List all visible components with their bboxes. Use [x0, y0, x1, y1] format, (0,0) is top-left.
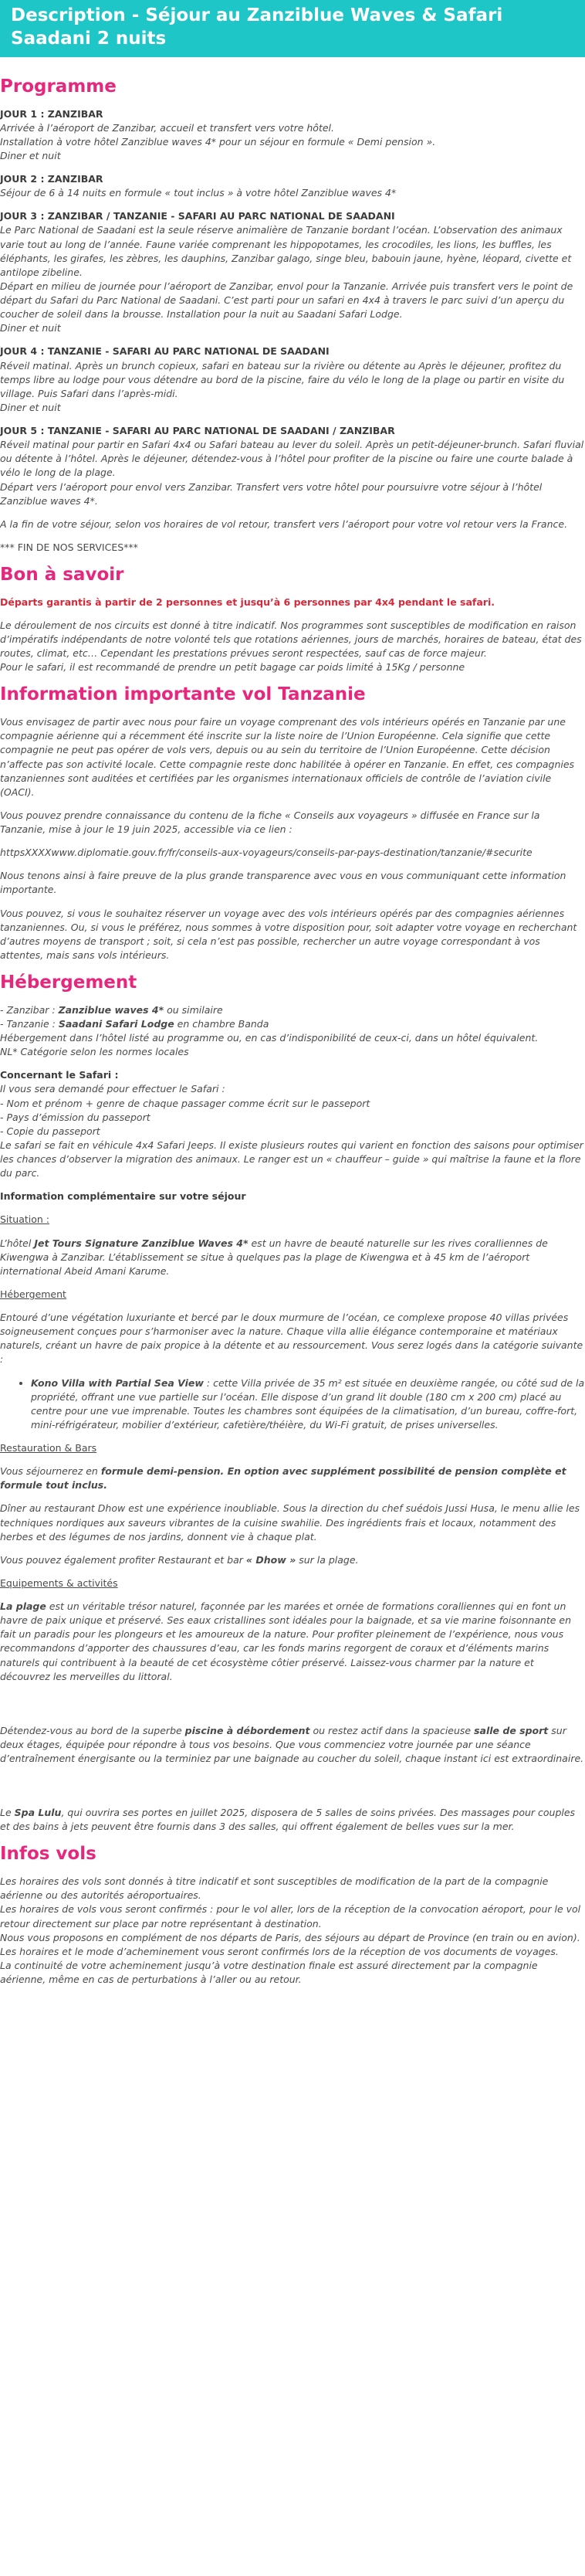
- programme-section: [0, 76, 585, 555]
- equip-title: Equipements & activités: [0, 1576, 118, 1589]
- day-3-line-3: Diner et nuit: [0, 322, 61, 334]
- safari-line-5: Le safari se fait en véhicule 4x4 Safari Jeeps. Il existe plusieurs routes qui varient en fonction des saisons pour optimiser les chances d’observer la migration des animaux. Le ranger est un « chauffeur – guide » qui maîtrise la faune et la flore du parc.: [0, 1139, 583, 1179]
- info-title: Information importante vol Tanzanie: [0, 684, 366, 705]
- hotels-list: [0, 1003, 585, 1060]
- vols-line-3: Nous vous proposons en complément de nos départs de Paris, des séjours au départ de Province (en train ou en avion).: [0, 1931, 580, 1943]
- info-paragraph-4: Nous tenons ainsi à faire preuve de la plus grande transparence avec vous en vous communiquant cette information importante.: [0, 870, 566, 896]
- day-2: [0, 172, 585, 200]
- programme-end: *** FIN DE NOS SERVICES***: [0, 541, 138, 553]
- resto-pref-suffix: sur la plage.: [296, 1553, 359, 1566]
- day-1-line-2: Installation à votre hôtel Zanziblue waves 4* pour un séjour en formule « Demi pension ».: [0, 135, 436, 148]
- villa-text: : cette Villa privée de 35 m² est située en deuxième rangée, ou côté sud de la propriété, offrant une vue partielle sur l’océan. Elle dispose d’un grand lit double (180 cm x 200 cm) placé au centre pour une vue imprenable. Toutes les chambres sont équipées de la climatisation, d’un bureau, coffre-fort, mini-réfrigérateur, mobilier d’extérieur, cafetière/théière, du Wi-Fi gratuit, de prises universelles.: [31, 1376, 585, 1431]
- day-5-title: JOUR 5 : TANZANIE - SAFARI AU PARC NATIONAL DE SAADANI / ZANZIBAR: [0, 425, 395, 437]
- day-1-line-3: Diner et nuit: [0, 149, 61, 161]
- info-paragraph-1: Vous envisagez de partir avec nous pour faire un voyage comprenant des vols intérieurs opérés en Tanzanie par une compagnie aérienne qui a récemment été inscrite sur la liste noire de l’Union Européenne. Cela signifie que cette compagnie ne peut pas opérer de vols vers, depuis ou au sein du territoire de l’Union Européenne. Cette décision n’affecte pas son activité locale. Cette compagnie reste donc habilitée à opérer en Tanzanie. En effet, ces compagnies tanzaniennes sont auditées et certifiées par les organismes internationaux officiels de contrôle de l’aviation civile (OACI).: [0, 716, 575, 798]
- pool-prefix: Détendez-vous au bord de la superbe: [0, 1724, 185, 1736]
- pool-bold-2: salle de sport: [474, 1724, 549, 1736]
- pool-text: [0, 1724, 585, 1766]
- day-2-line-1: Séjour de 6 à 14 nuits en formule « tout inclus » à votre hôtel Zanziblue waves 4*: [0, 187, 397, 199]
- tanzanie-suffix: en chambre Banda: [174, 1017, 269, 1030]
- resto-pref-prefix: Vous pouvez également profiter Restaurant et bar: [0, 1553, 246, 1566]
- complementary-title: Information complémentaire sur votre séjour: [0, 1190, 246, 1203]
- day-1-line-1: Arrivée à l’aéroport de Zanzibar, accueil et transfert vers votre hôtel.: [0, 121, 334, 134]
- situation-hotel: Jet Tours Signature Zanziblue Waves 4*: [34, 1237, 249, 1249]
- info-section: [0, 684, 585, 962]
- spa-prefix: Le: [0, 1807, 15, 1819]
- day-5-line-1: Réveil matinal pour partir en Safari 4x4 ou Safari bateau au lever du soleil. Après un petit-déjeuner-brunch. Safari fluvial ou détente à l’hôtel. Après le déjeuner, détendez-vous à l’hôtel pour profiter de la piscine ou faire une courte balade à vélo le long de la plage.: [0, 439, 584, 479]
- bon-line-2: Pour le safari, il est recommandé de prendre un petit bagage car poids limité à 15Kg / personne: [0, 661, 465, 674]
- equip-text: [0, 1600, 585, 1684]
- heb-subtitle: Hébergement: [0, 1288, 66, 1300]
- bon-section: [0, 564, 585, 674]
- day-3-line-2: Départ en milieu de journée pour l’aéroport de Zanzibar, envol pour la Tanzanie. Arrivée puis transfert vers le point de départ du Safari du Parc National de Saadani. C’est parti pour un safari en 4x4 à travers le parc suivi d’un aperçu du coucher de soleil dans la brousse. Installation pour la nuit au Saadani Safari Lodge.: [0, 280, 573, 321]
- safari-line-4: - Copie du passeport: [0, 1125, 100, 1137]
- day-4-title: JOUR 4 : TANZANIE - SAFARI AU PARC NATIONAL DE SAADANI: [0, 345, 330, 358]
- bon-warning: Départs garantis à partir de 2 personnes et jusqu’à 6 personnes par 4x4 pendant le safari.: [0, 596, 495, 608]
- resto-pref: [0, 1553, 585, 1567]
- zanzibar-hotel: Zanziblue waves 4*: [58, 1003, 164, 1016]
- spa-bold: Spa Lulu: [14, 1807, 62, 1819]
- bon-title: Bon à savoir: [0, 565, 124, 585]
- day-5-line-2: Départ vers l’aéroport pour envol vers Zanzibar. Transfert vers votre hôtel pour poursuivre votre séjour à l’hôtel Zanziblue waves 4*.: [0, 480, 543, 507]
- pool-suffix: sur deux étages, équipée pour répondre à tous vos besoins. Que vous commenciez votre journée par une séance d’entraînement énergisante ou la terminiez par une baignade au coucher du soleil, chaque instant ici est extraordinaire.: [0, 1724, 584, 1765]
- day-2-title: JOUR 2 : ZANZIBAR: [0, 173, 103, 185]
- tanzanie-hotel: Saadani Safari Lodge: [58, 1017, 174, 1030]
- situation-body: est un havre de beauté naturelle sur les rives coralliennes de Kiwengwa à Zanzibar. L’établissement se situe à quelques pas la plage de Kiwengwa et à 45 km de l’aéroport international Abeid Amani Karume.: [0, 1237, 548, 1277]
- page-banner: Description - Séjour au Zanziblue Waves & Safari Saadani 2 nuits: [0, 0, 585, 57]
- spa-text: [0, 1806, 585, 1834]
- programme-title: Programme: [0, 76, 117, 97]
- tanzanie-prefix: - Tanzanie :: [0, 1017, 59, 1030]
- zanzibar-suffix: ou similaire: [164, 1003, 223, 1016]
- info-paragraph-5: Vous pouvez, si vous le souhaitez réserver un voyage avec des vols intérieurs opérés par des compagnies aériennes tanzaniennes. Ou, si vous le préférez, nous sommes à votre disposition pour, soit adapter votre voyage en recherchant d’autres moyens de transport ; soit, si cela n’est pas possible, rechercher un autre voyage correspondant à vos attentes, mais sans vols intérieurs.: [0, 907, 577, 961]
- bon-text: [0, 619, 585, 675]
- equip-body: est un véritable trésor naturel, façonnée par les marées et ornée de formations coralliennes qui en font un havre de paix unique et préservé. Ses eaux cristallines sont idéales pour la baignade, et sa vie marine foisonnante en fait un paradis pour les plongeurs et les amoureux de la nature. Pour profiter pleinement de l’expérience, nous vous recommandons d’apporter des chaussures d’eau, car les fonds marins regorgent de coraux et d’éléments marins naturels qui contribuent à la beauté de cet écosystème côtier préservé. Laissez-vous charmer par la nature et découvrez les merveilles du littoral.: [0, 1600, 572, 1682]
- vols-line-1: Les horaires des vols sont donnés à titre indicatif et sont susceptibles de modification de la part de la compagnie aérienne ou des autorités aéroportuaires.: [0, 1875, 549, 1902]
- heb-text: Entouré d’une végétation luxuriante et bercé par le doux murmure de l’océan, ce complexe propose 40 villas privées soigneusement conçues pour s’harmoniser avec la nature. Chaque villa allie élégance contemporaine et matériaux naturels, créant un havre de paix propice à la détente et au ressourcement. Vous serez logés dans la catégorie suivante :: [0, 1312, 583, 1366]
- info-paragraph-2: Vous pouvez prendre connaissance du contenu de la fiche « Conseils aux voyageurs » diffusée en France sur la Tanzanie, mise à jour le 19 juin 2025, accessible via ce lien :: [0, 809, 540, 836]
- pool-mid: ou restez actif dans la spacieuse: [309, 1724, 475, 1736]
- hebergement-section: [0, 972, 585, 1834]
- vols-section: [0, 1843, 585, 1987]
- villa-list: [0, 1376, 585, 1433]
- programme-closing: A la fin de votre séjour, selon vos horaires de vol retour, transfert vers l’aéroport pour votre vol retour vers la France.: [0, 518, 568, 530]
- hebergement-title: Hébergement: [0, 972, 137, 993]
- situation-prefix: L’hôtel: [0, 1237, 35, 1249]
- hotel-note-2: NL* Catégorie selon les normes locales: [0, 1046, 189, 1058]
- day-4-line-2: Diner et nuit: [0, 401, 61, 413]
- resto-bold: formule demi-pension. En option avec supplément possibilité de pension complète et formule tout inclus.: [0, 1465, 566, 1492]
- safari-line-1: Il vous sera demandé pour effectuer le Safari :: [0, 1083, 225, 1095]
- pool-bold-1: piscine à débordement: [184, 1724, 310, 1736]
- vols-title: Infos vols: [0, 1844, 96, 1865]
- spa-body: , qui ouvrira ses portes en juillet 2025, disposera de 5 salles de soins privées. Des massages pour couples et des bains à jets peuvent être fournis dans 3 des salles, qui offrent également de belles vues sur la mer.: [0, 1807, 576, 1833]
- villa-item: [31, 1376, 585, 1433]
- villa-name: Kono Villa with Partial Sea View: [31, 1376, 204, 1389]
- vols-line-4: Les horaires et le mode d’acheminement vous seront confirmés lors de la réception de vos documents de voyages.: [0, 1945, 559, 1957]
- day-4-line-1: Réveil matinal. Après un brunch copieux, safari en bateau sur la rivière ou détente au Après le déjeuner, profitez du temps libre au lodge pour vous détendre au bord de la piscine, faire du vélo le long de la plage ou partir en visite du village. Puis Safari dans l’après-midi.: [0, 359, 565, 399]
- resto-prefix: Vous séjournerez en: [0, 1465, 101, 1478]
- day-1-title: JOUR 1 : ZANZIBAR: [0, 107, 103, 120]
- vols-text: [0, 1875, 585, 1987]
- resto-formula: [0, 1464, 585, 1492]
- day-5: [0, 424, 585, 508]
- vols-line-2: Les horaires de vols vous seront confirmés : pour le vol aller, lors de la réception de la convocation aéroport, pour le vol retour directement sur place par notre représentant à destination.: [0, 1903, 581, 1929]
- spacer: [0, 1775, 585, 1806]
- day-4: [0, 344, 585, 415]
- situation-text: [0, 1237, 585, 1278]
- bon-line-1: Le déroulement de nos circuits est donné à titre indicatif. Nos programmes sont susceptibles de modification en raison d’impératifs indépendants de notre volonté tels que rotations aériennes, jours de marchés, horaires de bateau, état des routes, climat, etc… Cependant les prestations prévues seront respectées, sauf cas de force majeur.: [0, 619, 582, 660]
- equip-bold: La plage: [0, 1600, 46, 1613]
- vols-line-5: La continuité de votre acheminement jusqu’à votre destination finale est assuré directement par la compagnie aérienne, même en cas de perturbations à l’aller ou au retour.: [0, 1959, 538, 1986]
- safari-line-2: - Nom et prénom + genre de chaque passager comme écrit sur le passeport: [0, 1097, 370, 1109]
- resto-pref-bold: « Dhow »: [245, 1553, 296, 1566]
- situation-title: Situation :: [0, 1213, 50, 1226]
- spacer: [0, 1693, 585, 1724]
- hotel-note-1: Hébergement dans l’hôtel listé au programme ou, en cas d’indisponibilité de ceux-ci, dans un hôtel équivalent.: [0, 1032, 539, 1044]
- info-link[interactable]: httpsXXXXwww.diplomatie.gouv.fr/fr/conseils-aux-voyageurs/conseils-par-pays-destination/tanzanie/#securite: [0, 847, 533, 859]
- day-1: [0, 107, 585, 164]
- resto-text: Dîner au restaurant Dhow est une expérience inoubliable. Sous la direction du chef suédois Jussi Husa, le menu allie les techniques nordiques aux saveurs vibrantes de la cuisine swahilie. Des ingrédients frais et locaux, notamment des herbes et des légumes de nos jardins, donnent vie à chaque plat.: [0, 1502, 580, 1543]
- zanzibar-prefix: - Zanzibar :: [0, 1003, 59, 1016]
- safari-line-3: - Pays d’émission du passeport: [0, 1111, 150, 1123]
- resto-title: Restauration & Bars: [0, 1442, 97, 1454]
- safari-info: [0, 1068, 585, 1180]
- day-3-line-1: Le Parc National de Saadani est la seule réserve animalière de Tanzanie bordant l’océan. L’observation des animaux varie tout au long de l’année. Faune variée comprenant les hippopotames, les crocodiles, les lions, les buffles, les éléphants, les girafes, les zèbres, les dauphins, Zanzibar galago, singe bleu, babouin jaune, hyène, léopard, civette et antilope zibeline.: [0, 224, 572, 278]
- safari-title: Concernant le Safari :: [0, 1069, 119, 1081]
- day-3: [0, 209, 585, 335]
- content: [0, 76, 585, 1987]
- day-3-title: JOUR 3 : ZANZIBAR / TANZANIE - SAFARI AU PARC NATIONAL DE SAADANI: [0, 210, 395, 222]
